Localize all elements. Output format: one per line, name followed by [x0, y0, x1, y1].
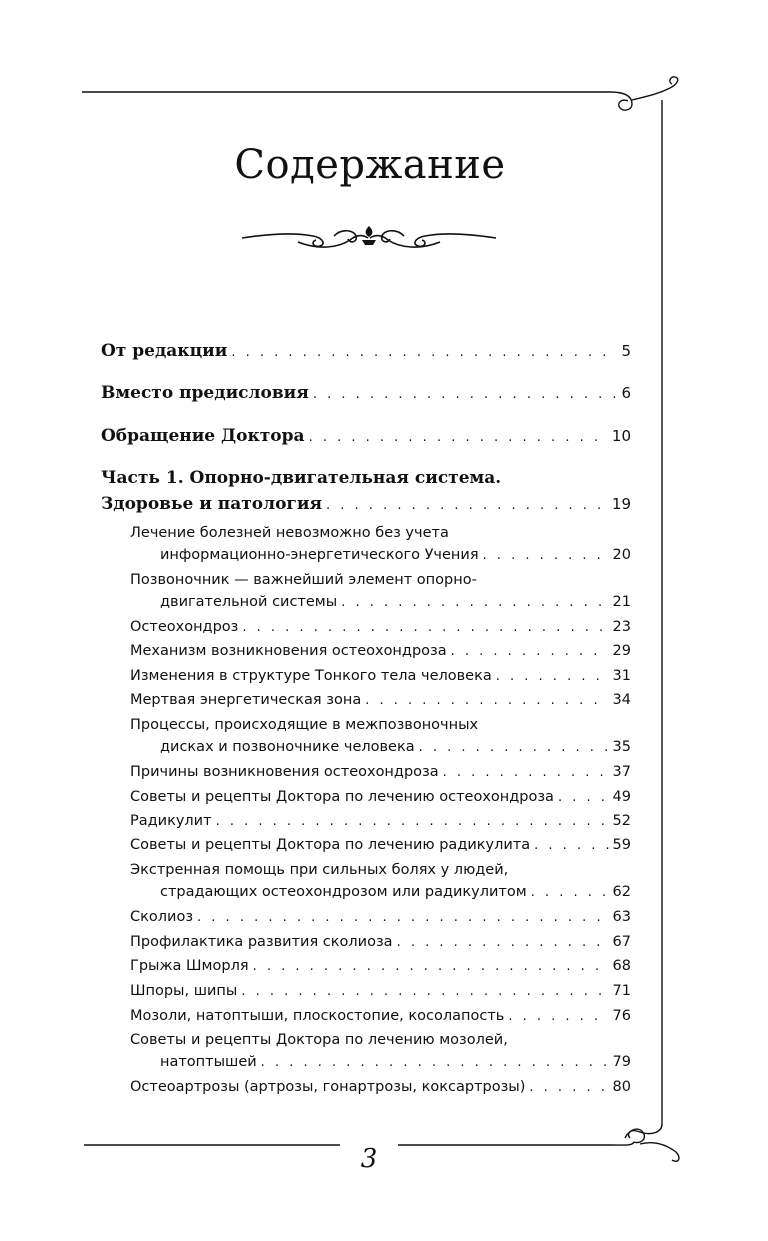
toc-entry[interactable] [130, 934, 631, 950]
toc-entry-label: Советы и рецепты Доктора по лечению остеохондроза [130, 789, 554, 805]
toc-entry-label-line1: Часть 1. Опорно-двигательная система. [101, 468, 502, 488]
toc-entry-label-line1: Позвоночник — важнейший элемент опорно- [130, 572, 477, 588]
leader-dots [341, 595, 608, 610]
toc-entry-page: 6 [621, 384, 631, 402]
leader-dots [365, 693, 608, 708]
toc-entry-label: Механизм возникновения остеохондроза [130, 643, 447, 659]
toc-entry-label: Вместо предисловия [101, 383, 309, 403]
toc-entry-label-line1: Процессы, происходящие в межпозвоночных [130, 717, 479, 733]
toc-entry-page: 68 [612, 958, 631, 974]
leader-dots [397, 935, 609, 950]
toc-entry-label: Шпоры, шипы [130, 983, 238, 999]
toc-entry[interactable] [101, 426, 631, 446]
page-title: Содержание [234, 142, 506, 188]
toc-entry-label: страдающих остеохондрозом или радикулитом [160, 884, 527, 900]
toc-entry-page: 63 [612, 909, 631, 925]
toc-entry-page: 20 [612, 547, 631, 563]
toc-entry-page: 79 [612, 1054, 631, 1070]
leader-dots [261, 1055, 609, 1070]
toc-entry-label-line1: Экстренная помощь при сильных болях у людей, [130, 862, 509, 878]
toc-entry-label: Сколиоз [130, 909, 194, 925]
toc-entry[interactable] [130, 643, 631, 659]
leader-dots [529, 1080, 608, 1095]
toc-entry[interactable] [130, 668, 631, 684]
toc-entry-page: 49 [612, 789, 631, 805]
toc-entry[interactable] [101, 341, 631, 361]
toc-entry-label: двигательной системы [160, 594, 338, 610]
toc-entry-label: дисках и позвоночнике человека [160, 739, 415, 755]
toc-entry[interactable] [160, 739, 631, 755]
leader-dots [443, 765, 609, 780]
leader-dots [197, 910, 609, 925]
leader-dots [253, 959, 609, 974]
toc-entry-label: Мертвая энергетическая зона [130, 692, 362, 708]
toc-entry-page: 21 [612, 594, 631, 610]
toc-entry[interactable] [130, 1008, 631, 1024]
toc-entry[interactable] [160, 547, 631, 563]
toc-entry-label: От редакции [101, 341, 228, 361]
toc-entry[interactable] [130, 1079, 631, 1095]
leader-dots [531, 885, 609, 900]
toc-entry-page: 76 [612, 1008, 631, 1024]
leader-dots [534, 838, 608, 853]
toc-entry-page: 34 [612, 692, 631, 708]
toc-entry[interactable] [101, 494, 631, 514]
toc-entry-page: 19 [611, 495, 631, 513]
leader-dots [241, 984, 608, 999]
toc-entry-page: 52 [612, 813, 631, 829]
toc-entry-page: 10 [611, 427, 631, 445]
toc-entry-page: 80 [612, 1079, 631, 1095]
toc-entry-label: Мозоли, натоптыши, плоскостопие, косолапость [130, 1008, 505, 1024]
toc-entry[interactable] [130, 813, 631, 829]
leader-dots [313, 387, 618, 402]
toc-entry[interactable] [130, 909, 631, 925]
toc-entry[interactable] [130, 619, 631, 635]
leader-dots [309, 430, 608, 445]
toc-entry-page: 23 [612, 619, 631, 635]
toc-entry-label: Обращение Доктора [101, 426, 305, 446]
toc-entry[interactable] [130, 764, 631, 780]
toc-entry-label: Радикулит [130, 813, 212, 829]
toc-entry-page: 37 [612, 764, 631, 780]
toc-entry[interactable] [130, 983, 631, 999]
toc-entry-label: Остеохондроз [130, 619, 239, 635]
toc-entry[interactable] [160, 1054, 631, 1070]
toc-entry[interactable] [130, 789, 631, 805]
leader-dots [419, 740, 609, 755]
leader-dots [483, 548, 609, 563]
toc-entry-label: Здоровье и патология [101, 494, 323, 514]
toc-entry-label: Изменения в структуре Тонкого тела человека [130, 668, 492, 684]
toc-entry-page: 71 [612, 983, 631, 999]
leader-dots [508, 1009, 608, 1024]
toc-entry-page: 31 [612, 668, 631, 684]
toc-entry[interactable] [130, 958, 631, 974]
toc-entry[interactable] [130, 837, 631, 853]
toc-entry-page: 35 [612, 739, 631, 755]
toc-entry-label-line1: Лечение болезней невозможно без учета [130, 525, 449, 541]
toc-entry-label: Остеоартрозы (артрозы, гонартрозы, коксартрозы) [130, 1079, 526, 1095]
toc-entry-page: 59 [612, 837, 631, 853]
toc-entry-page: 67 [612, 934, 631, 950]
leader-dots [242, 620, 608, 635]
leader-dots [326, 498, 608, 513]
toc-entry-label: Грыжа Шморля [130, 958, 249, 974]
toc-entry-page: 62 [612, 884, 631, 900]
toc-entry[interactable] [160, 594, 631, 610]
toc-entry[interactable] [101, 383, 631, 403]
toc-entry-page: 29 [612, 643, 631, 659]
leader-dots [496, 669, 609, 684]
toc-entry[interactable] [130, 692, 631, 708]
toc-entry-label: натоптышей [160, 1054, 257, 1070]
toc-entry-label: Профилактика развития сколиоза [130, 934, 393, 950]
toc-entry-label-line1: Советы и рецепты Доктора по лечению мозолей, [130, 1032, 508, 1048]
toc-entry-label: информационно-энергетического Учения [160, 547, 479, 563]
page-number: 3 [360, 1144, 378, 1174]
leader-dots [451, 644, 609, 659]
toc-entry-page: 5 [621, 342, 631, 360]
toc-entry-label: Причины возникновения остеохондроза [130, 764, 439, 780]
leader-dots [558, 790, 609, 805]
toc-entry-label: Советы и рецепты Доктора по лечению радикулита [130, 837, 531, 853]
leader-dots [231, 345, 617, 360]
toc-entry[interactable] [160, 884, 631, 900]
leader-dots [216, 814, 609, 829]
